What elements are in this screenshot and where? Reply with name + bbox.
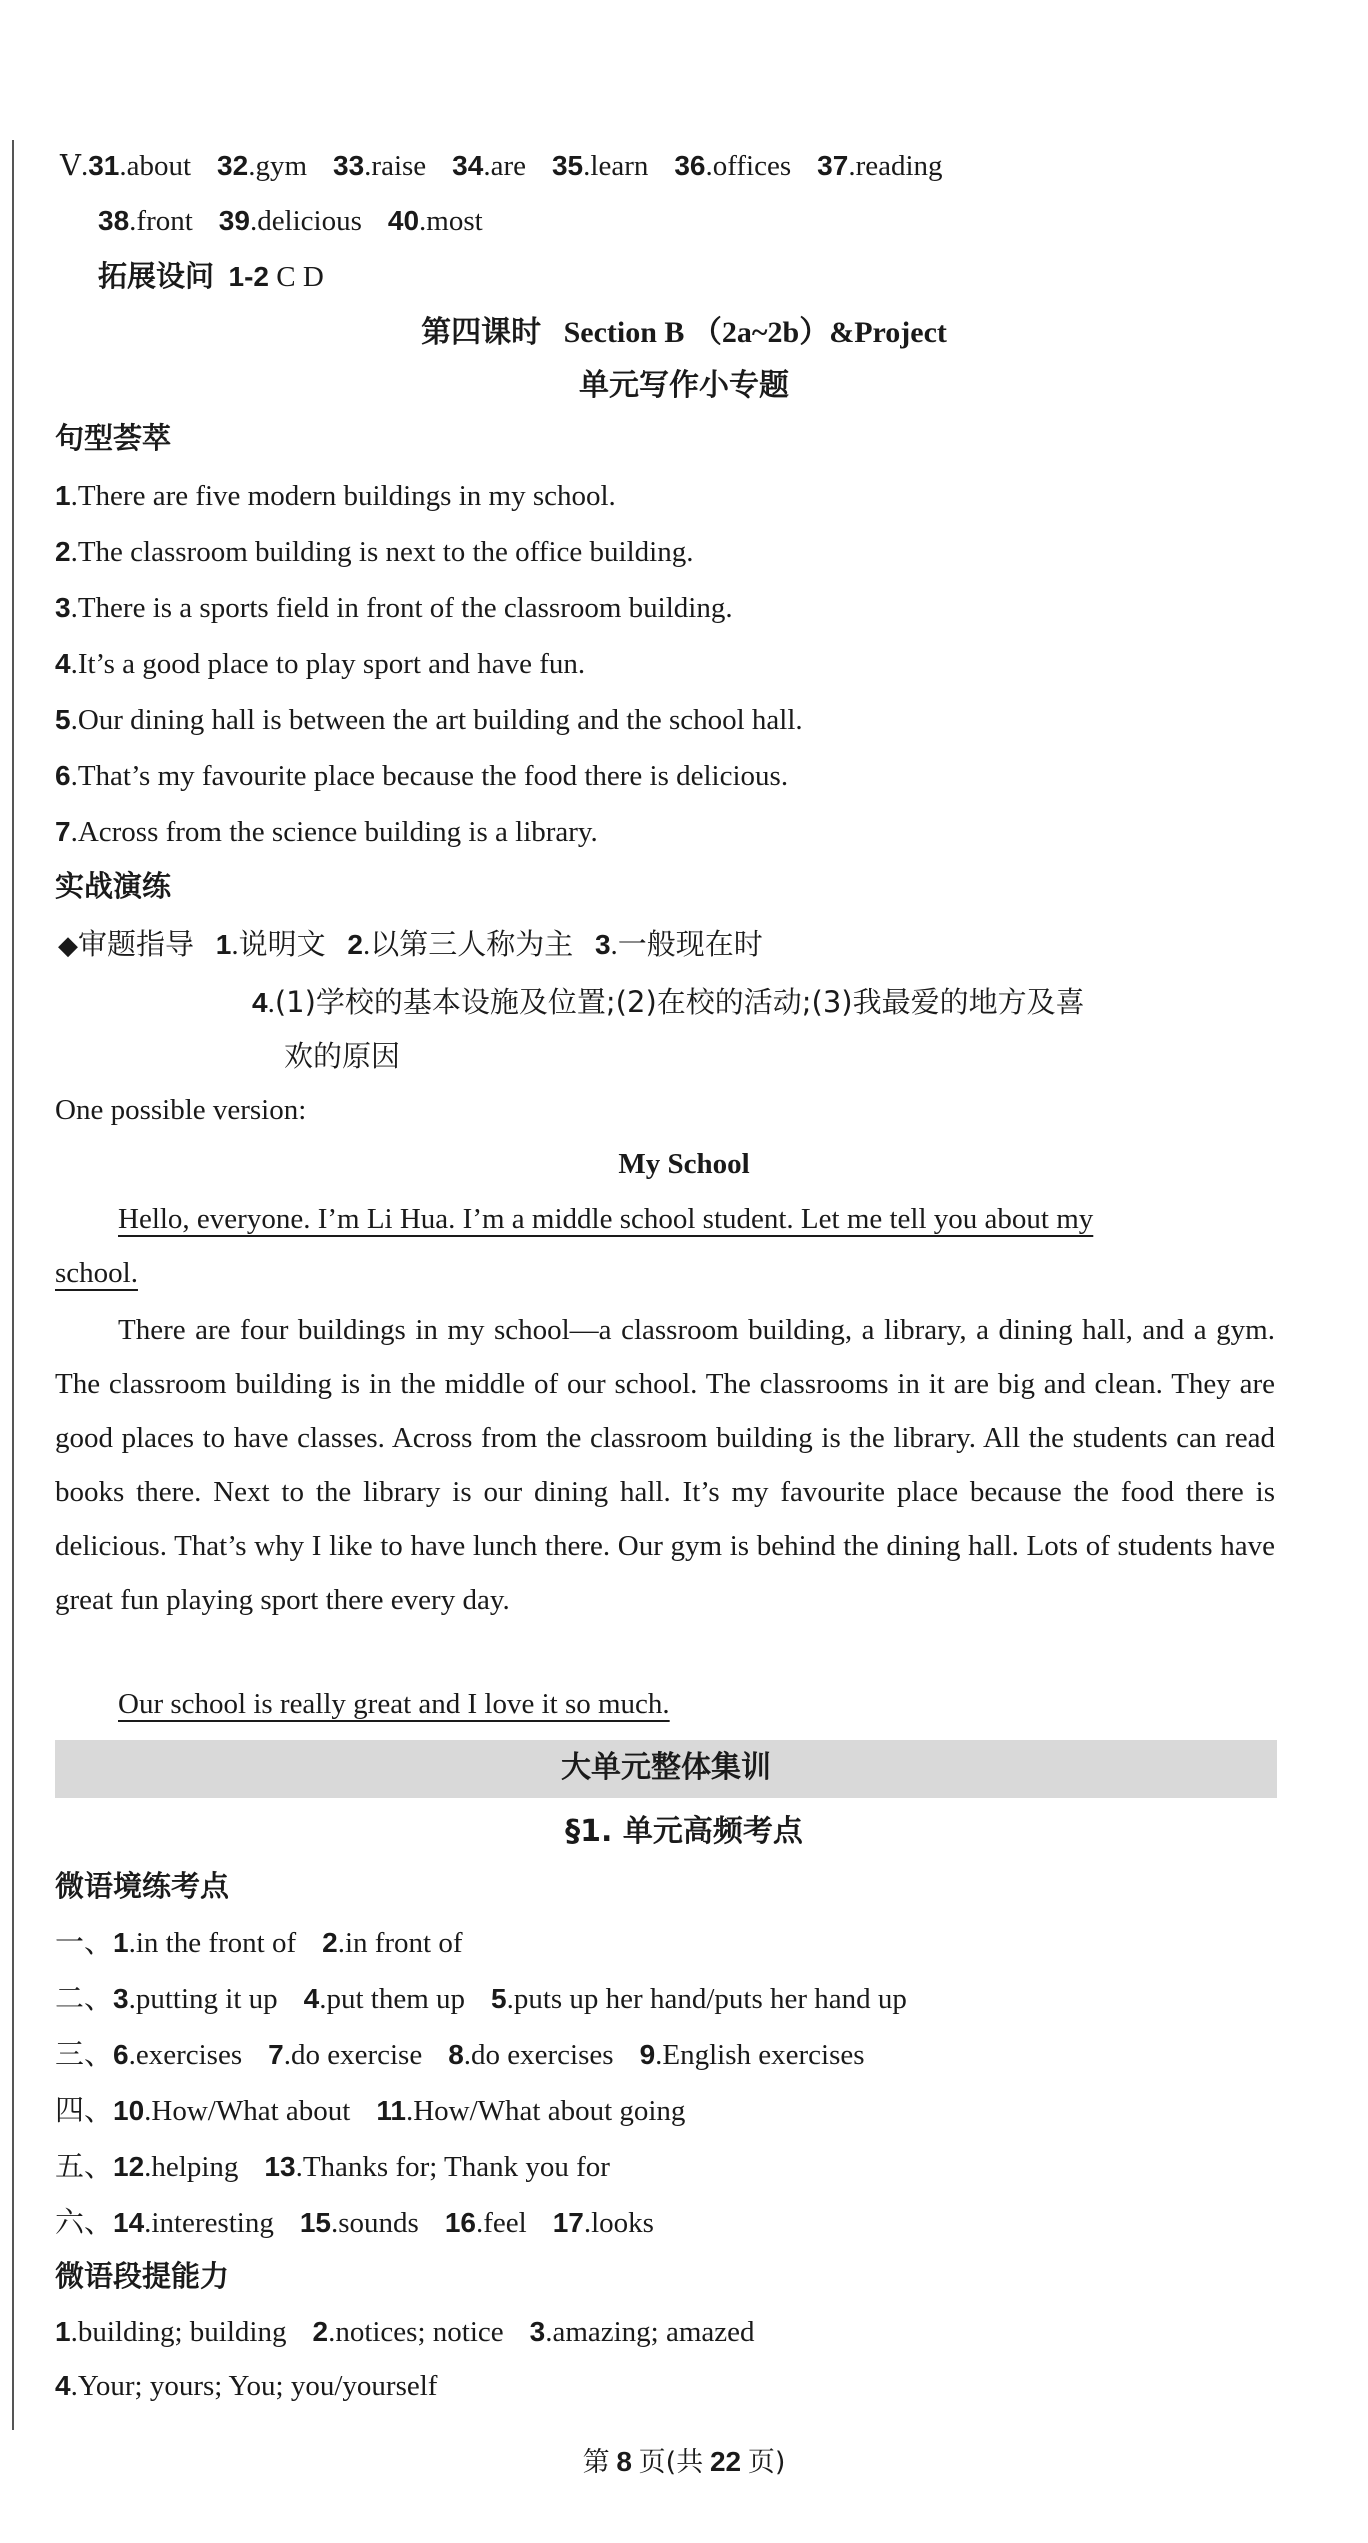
answer-text: about — [126, 150, 192, 182]
answer-number: 15 — [299, 2207, 331, 2238]
extension-row — [98, 256, 324, 297]
item-number: 3 — [594, 929, 611, 960]
item-number: 2 — [55, 536, 71, 567]
lesson-title — [0, 313, 1368, 353]
answer-text: are — [490, 150, 526, 182]
item-number: 5 — [55, 704, 71, 735]
answer-number: 1 — [113, 1927, 129, 1958]
answer-number: 4 — [303, 1983, 320, 2014]
answer-text: interesting — [151, 2207, 274, 2239]
answer-text: English exercises — [662, 2039, 865, 2071]
sentence-item: 3.There is a sports field in front of the classroom building. — [55, 592, 733, 624]
guide-text: 说明文 — [238, 927, 326, 961]
diamond-bullet-icon: ◆ — [58, 931, 78, 961]
answer-text: gym — [255, 150, 308, 182]
answer-text: offices — [712, 150, 792, 182]
answer-number: 3 — [529, 2316, 546, 2347]
extension-number: 1-2 — [228, 261, 269, 292]
vocab-group: 四、10.How/What about 11.How/What about going — [55, 2093, 686, 2127]
group-prefix: 一、 — [55, 1925, 114, 1959]
extension-label: 拓展设问 — [98, 259, 215, 293]
sentence-text: There is a sports field in front of the classroom building. — [77, 592, 733, 624]
answer-text: looks — [591, 2207, 654, 2239]
answer-number: 37 — [817, 150, 849, 181]
answer-number: 7 — [268, 2039, 284, 2070]
paragraph-row: 1.building; building 2.notices; notice 3.amazing; amazed — [55, 2316, 755, 2348]
essay-conclusion — [118, 1684, 670, 1724]
answer-number: 32 — [217, 150, 249, 181]
sentence-item: 2.The classroom building is next to the office building. — [55, 536, 694, 568]
essay-intro-text: school. — [55, 1257, 138, 1289]
sentence-text: That’s my favourite place because the food there is delicious. — [77, 760, 789, 792]
answer-text: helping — [151, 2151, 239, 2183]
answer-text: puts up her hand/puts her hand up — [513, 1983, 907, 2015]
answer-number: 16 — [444, 2207, 476, 2238]
answer-number: 2 — [312, 2316, 329, 2347]
answer-text: put them up — [326, 1983, 466, 2015]
answer-number: 1 — [55, 2316, 71, 2347]
group-prefix: 五、 — [55, 2149, 114, 2183]
guide-row: ◆审题指导 1.说明文 2.以第三人称为主 3.一般现在时 — [58, 927, 763, 961]
answer-number: 13 — [264, 2151, 296, 2182]
answer-number: 10 — [113, 2095, 145, 2126]
vocab-group: 五、12.helping 13.Thanks for; Thank you for — [55, 2149, 610, 2183]
answer-text: building; building — [77, 2316, 287, 2348]
answer-number: 34 — [452, 150, 484, 181]
sentences-heading: 句型荟萃 — [55, 421, 172, 455]
item-number: 4 — [252, 987, 268, 1018]
page-footer — [0, 2442, 1368, 2483]
answer-text: raise — [371, 150, 427, 182]
micro-paragraph-heading: 微语段提能力 — [55, 2259, 230, 2293]
group-prefix: 四、 — [55, 2093, 114, 2127]
essay-intro-line2 — [55, 1253, 138, 1293]
footer-text: 页(共 — [638, 2447, 704, 2478]
answer-number: 9 — [639, 2039, 656, 2070]
group-prefix: 二、 — [55, 1981, 114, 2015]
answer-text: How/What about going — [413, 2095, 686, 2127]
micro-context-heading: 微语境练考点 — [55, 1869, 230, 1903]
sentence-item: 7.Across from the science building is a library. — [55, 816, 598, 848]
item-number: 1 — [55, 480, 71, 511]
essay-intro-line1 — [118, 1199, 1278, 1239]
answer-number: 38 — [98, 205, 130, 236]
unit-section-title: 大单元整体集训 — [561, 1750, 771, 1785]
lesson-title-range: （2a~2b）&Project — [691, 316, 947, 349]
guide-row-4: 4.(1)学校的基本设施及位置;(2)在校的活动;(3)我最爱的地方及喜 — [252, 985, 1085, 1019]
guide-row-4-cont: 欢的原因 — [284, 1039, 401, 1073]
item-number: 6 — [55, 760, 71, 791]
essay-conclusion-text: Our school is really great and I love it so much. — [118, 1688, 670, 1720]
answer-number: 39 — [218, 205, 250, 236]
answer-number: 11 — [376, 2095, 406, 2126]
group-prefix: 三、 — [55, 2037, 114, 2071]
answer-text: amazing; amazed — [552, 2316, 755, 2348]
sentence-text: Across from the science building is a library. — [77, 816, 598, 848]
unit-subsection-title: §1. 单元高频考点 — [565, 1814, 803, 1849]
lesson-subtitle: 单元写作小专题 — [579, 368, 789, 403]
answer-text: reading — [855, 150, 943, 182]
answer-text: do exercises — [471, 2039, 614, 2071]
sentence-item: 5.Our dining hall is between the art building and the school hall. — [55, 704, 803, 736]
answer-number: 8 — [448, 2039, 464, 2070]
answer-text: in front of — [344, 1927, 463, 1959]
answer-number: 12 — [113, 2151, 145, 2182]
answer-text: delicious — [257, 205, 362, 237]
vocab-group: 二、3.putting it up 4.put them up 5.puts up her hand/puts her hand up — [55, 1981, 907, 2015]
answer-number: 2 — [322, 1927, 338, 1958]
answer-number: 31 — [88, 150, 120, 181]
lesson-title-en: Section B — [563, 316, 685, 349]
sentence-text: The classroom building is next to the office building. — [77, 536, 694, 568]
page-number: 8 — [616, 2446, 632, 2477]
answer-text: How/What about — [151, 2095, 351, 2127]
answer-text: feel — [483, 2207, 527, 2239]
essay-title: My School — [618, 1148, 750, 1180]
margin-rule — [12, 140, 14, 2430]
answer-number: 36 — [674, 150, 706, 181]
answer-text: do exercise — [290, 2039, 423, 2071]
guide-label: 审题指导 — [78, 927, 195, 961]
guide-text: (1)学校的基本设施及位置;(2)在校的活动;(3)我最爱的地方及喜 — [274, 985, 1085, 1019]
answer-number: 40 — [387, 205, 420, 236]
sentence-text: Our dining hall is between the art building and the school hall. — [77, 704, 803, 736]
answer-text: sounds — [338, 2207, 419, 2239]
group-prefix: 六、 — [55, 2205, 114, 2239]
essay-body: There are four buildings in my school—a classroom building, a library, a dining hall, and a gym. The classroom building is in the middle of our school. The classrooms in it are big and clean. They are good places to have classes. Across from the classroom building is the library. All the students can read books there. Next to the library is our dining hall. It’s my favourite place because the food there is delicious. That’s why I like to have lunch there. Our gym is behind the dining hall. Lots of students have great fun playing sport there every day. — [55, 1314, 1275, 1616]
answer-text: notices; notice — [335, 2316, 504, 2348]
answer-number: 33 — [333, 150, 365, 181]
guide-text: 以第三人称为主 — [370, 927, 574, 961]
item-number: 1 — [215, 929, 232, 960]
answer-text: Thanks for; Thank you for — [302, 2151, 610, 2183]
answer-number: 17 — [552, 2207, 584, 2238]
vocab-group: 一、1.in the front of 2.in front of — [55, 1925, 463, 1959]
sentence-text: It’s a good place to play sport and have fun. — [77, 648, 586, 680]
version-label: One possible version: — [55, 1094, 307, 1126]
answer-text: in the front of — [135, 1927, 297, 1959]
answer-number: 14 — [113, 2207, 145, 2238]
ex5-row2: 38.front 39.delicious 40.most — [98, 205, 483, 237]
answer-number: 35 — [551, 150, 584, 181]
answer-number: 3 — [113, 1983, 129, 2014]
essay-intro-text: Hello, everyone. I’m Li Hua. I’m a middle school student. Let me tell you about my — [118, 1203, 1094, 1235]
answer-number: 6 — [113, 2039, 129, 2070]
answer-text: most — [426, 205, 483, 237]
total-pages: 22 — [709, 2446, 742, 2477]
ex5-row1: Ⅴ.31.about 32.gym 33.raise 34.are 35.learn 36.offices 37.reading — [60, 150, 943, 182]
vocab-group: 三、6.exercises 7.do exercise 8.do exercises 9.English exercises — [55, 2037, 865, 2071]
lesson-title-cn: 第四课时 — [421, 315, 542, 350]
item-number: 4 — [55, 648, 71, 679]
vocab-group: 六、14.interesting 15.sounds 16.feel 17.looks — [55, 2205, 654, 2239]
answer-text: front — [136, 205, 193, 237]
item-number: 3 — [55, 592, 71, 623]
sentence-item: 4.It’s a good place to play sport and have fun. — [55, 648, 586, 680]
answer-text: exercises — [135, 2039, 243, 2071]
sentence-item: 6.That’s my favourite place because the food there is delicious. — [55, 760, 789, 792]
answer-text: putting it up — [135, 1983, 278, 2015]
extension-answer: C D — [276, 261, 324, 293]
item-number: 7 — [55, 816, 71, 847]
sentence-item: 1.There are five modern buildings in my school. — [55, 480, 616, 512]
paragraph-row: 4.Your; yours; You; you/yourself — [55, 2370, 438, 2402]
footer-text: 页) — [747, 2447, 786, 2478]
answer-text: learn — [590, 150, 649, 182]
answer-number: 5 — [491, 1983, 507, 2014]
sentence-text: There are five modern buildings in my school. — [77, 480, 616, 512]
item-number: 2 — [347, 929, 363, 960]
footer-text: 第 — [582, 2447, 610, 2478]
practice-heading: 实战演练 — [55, 869, 172, 903]
answer-text: Your; yours; You; you/yourself — [77, 2370, 438, 2402]
ex5-prefix: Ⅴ. — [60, 150, 89, 182]
guide-text: 一般现在时 — [617, 927, 763, 961]
answer-number: 4 — [55, 2370, 71, 2401]
